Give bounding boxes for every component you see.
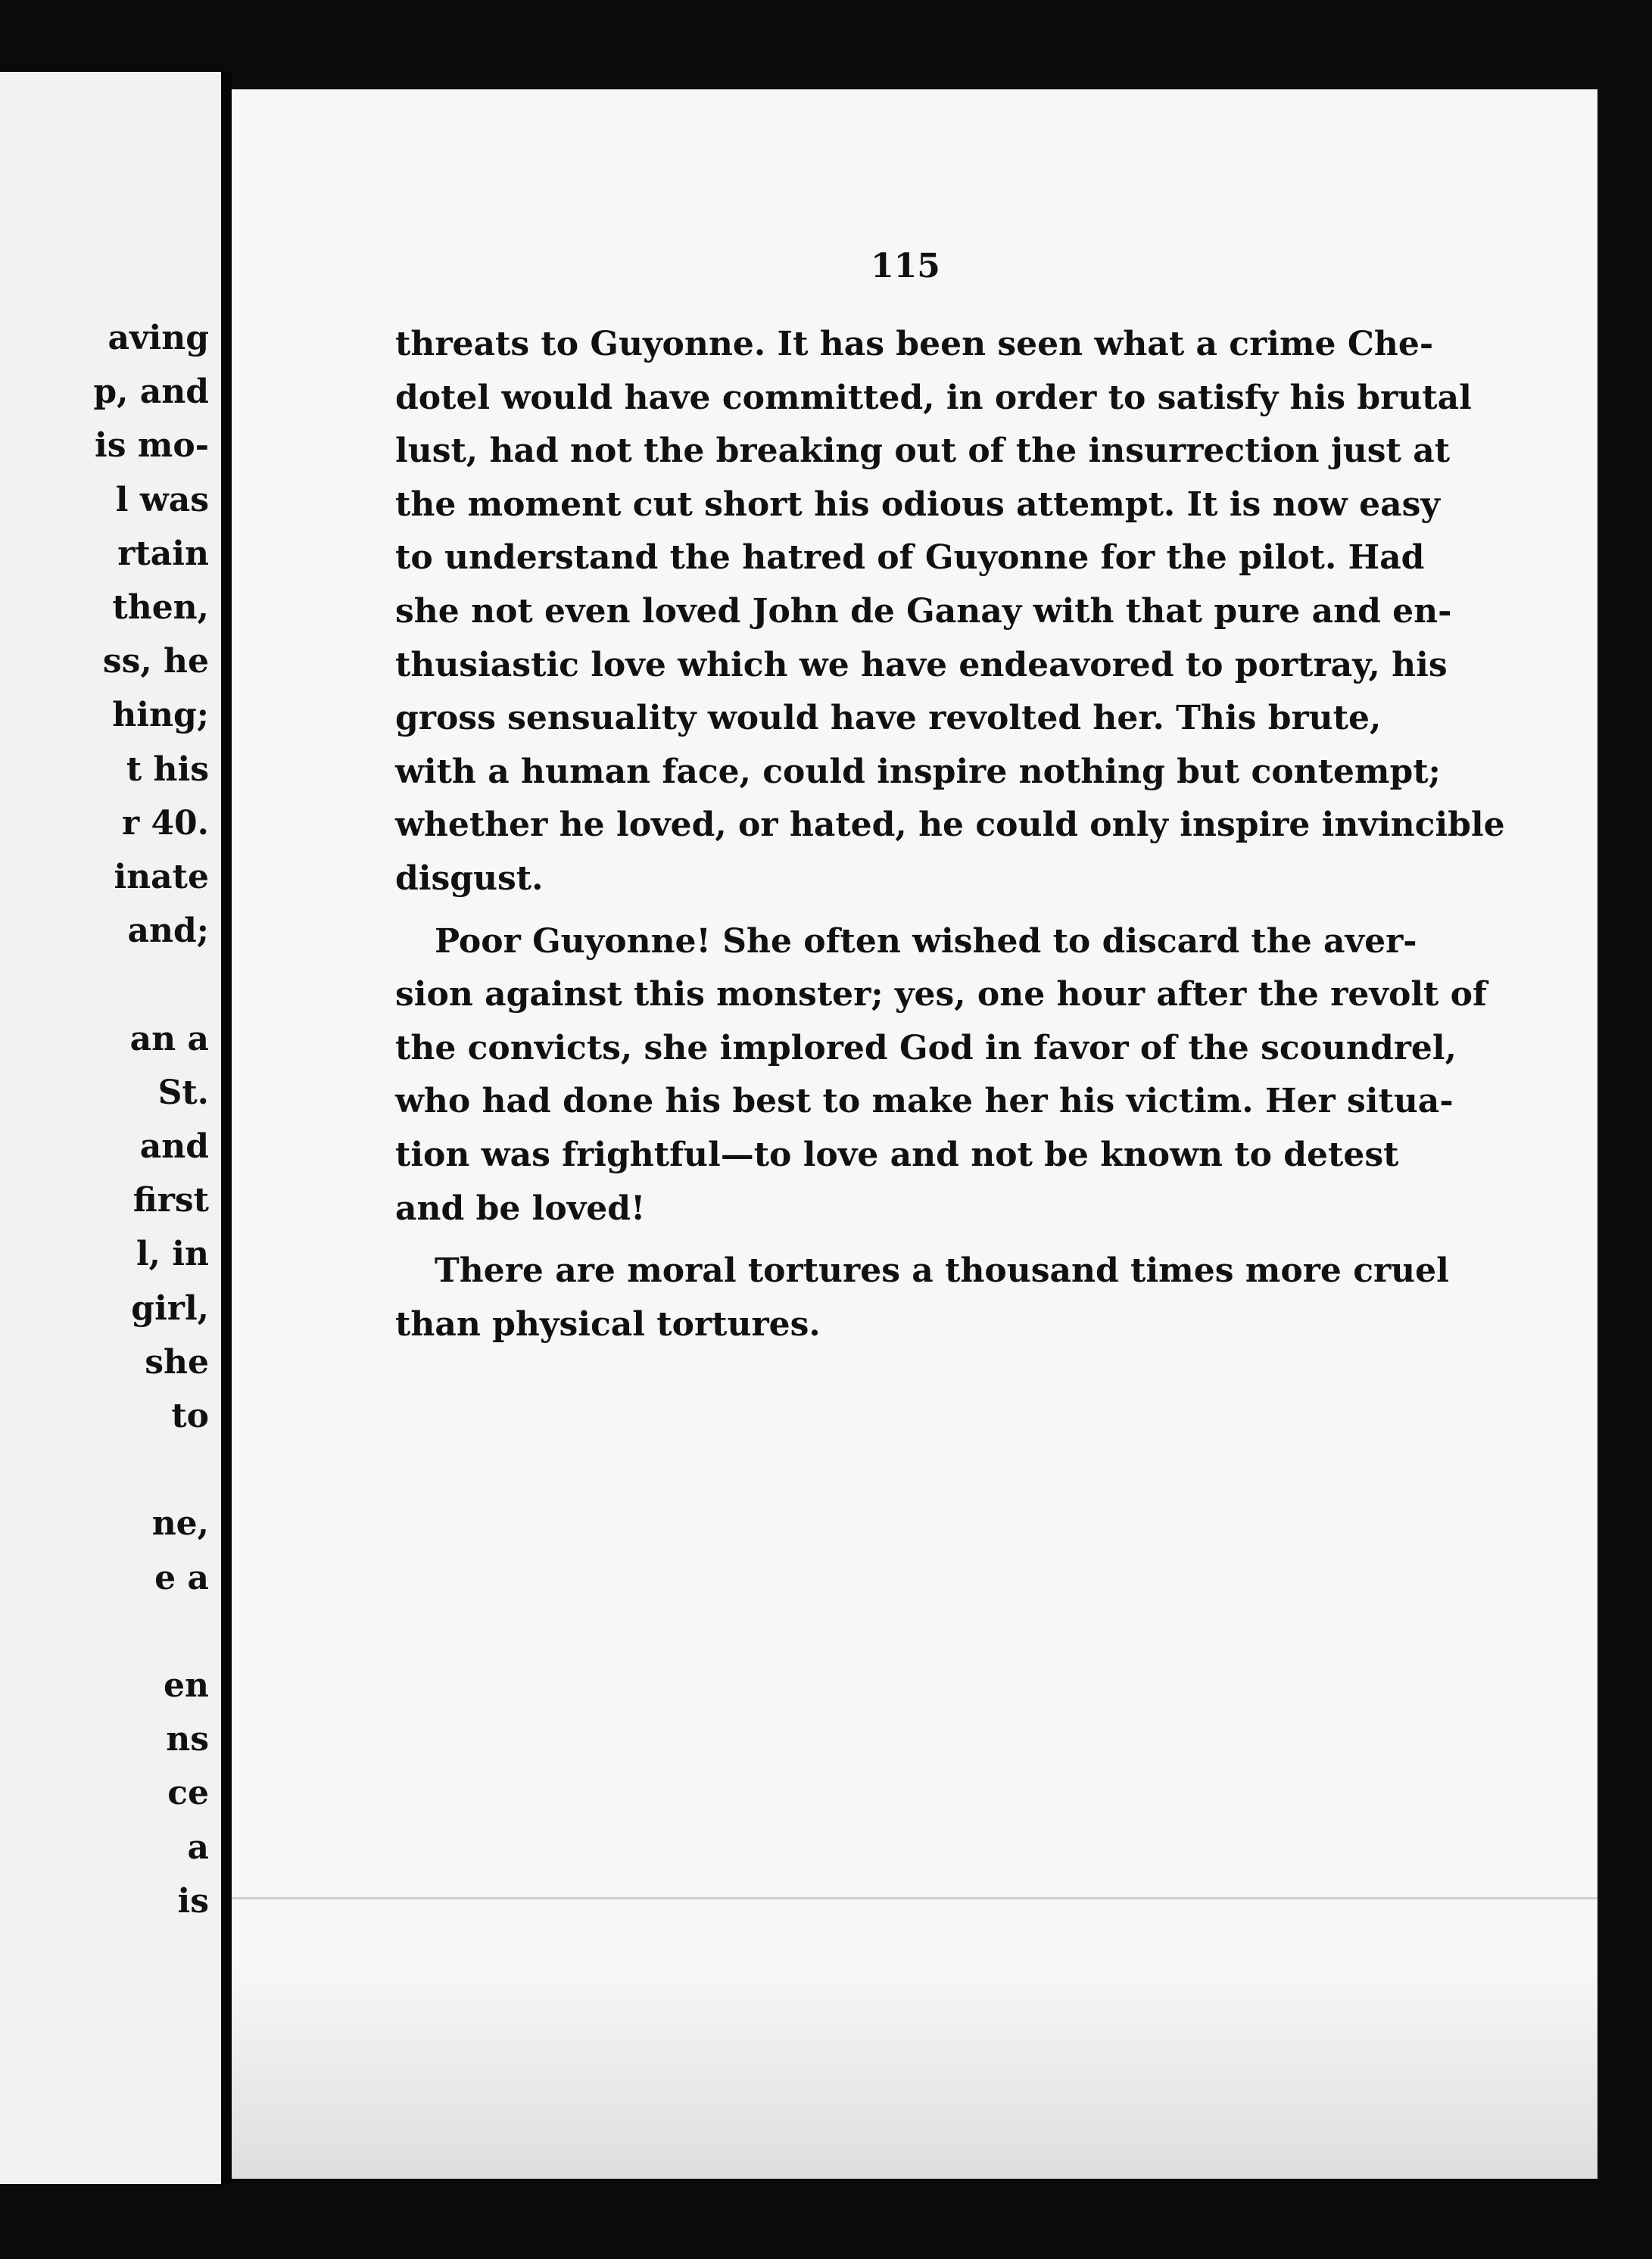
text-line: lust, had not the breaking out of the insurrection just at: [395, 432, 1451, 471]
left-page-line: an a: [129, 1019, 209, 1058]
text-line: who had done his best to make her his victim. Her situa-: [395, 1082, 1454, 1121]
page-shadow: [232, 1967, 1597, 2179]
left-page-line: aving: [108, 319, 209, 357]
left-page-line: ne,: [151, 1504, 209, 1544]
left-page-line: ns: [166, 1720, 209, 1759]
left-page-line: inate: [114, 858, 209, 896]
left-page-line: l, in: [136, 1235, 209, 1274]
left-page-line: p, and: [93, 372, 209, 412]
text-line: There are moral tortures a thousand times more cruel: [435, 1251, 1449, 1291]
page-fold-line: [232, 1897, 1597, 1899]
text-line: whether he loved, or hated, he could only inspire invincible: [395, 805, 1505, 845]
left-page-line: a: [187, 1827, 209, 1867]
left-page-line: she: [145, 1342, 209, 1382]
text-line: thusiastic love which we have endeavored to portray, his: [395, 645, 1448, 684]
left-page-line: hing;: [112, 696, 209, 735]
left-page-line: l was: [115, 480, 209, 519]
left-page-line: and;: [127, 911, 209, 951]
left-page-line: ss, he: [102, 642, 209, 681]
text-line: sion against this monster; yes, one hour after the revolt of: [395, 975, 1487, 1014]
page-number: 115: [871, 247, 940, 285]
text-line: Poor Guyonne! She often wished to discard the aver-: [435, 921, 1417, 961]
left-page-line: en: [164, 1666, 209, 1705]
left-page-line: t his: [126, 749, 209, 789]
left-page-line: to: [171, 1397, 209, 1435]
text-line: gross sensuality would have revolted her. This brute,: [395, 699, 1382, 738]
body-text: [395, 318, 1505, 1351]
text-line: dotel would have committed, in order to satisfy his brutal: [395, 378, 1472, 417]
paragraph-3: [395, 1245, 1449, 1351]
text-line: tion was frightful—to love and not be known to detest: [395, 1135, 1399, 1174]
text-line: disgust.: [395, 858, 544, 898]
text-line: and be loved!: [395, 1189, 646, 1228]
left-page-line: St.: [157, 1073, 209, 1112]
text-line: than physical tortures.: [395, 1304, 821, 1344]
left-page-line: is mo-: [95, 426, 209, 466]
left-page-line: then,: [112, 588, 209, 627]
left-page-line: is: [177, 1881, 209, 1921]
text-line: threats to Guyonne. It has been seen what a crime Che-: [395, 325, 1434, 363]
left-page-line: and: [139, 1127, 209, 1166]
right-page: [232, 89, 1597, 2179]
left-page-line: ce: [167, 1774, 209, 1813]
left-page-line: first: [132, 1181, 209, 1220]
left-page-line: r 40.: [121, 803, 209, 843]
paragraph-1: [395, 318, 1505, 906]
text-line: with a human face, could inspire nothing but contempt;: [395, 752, 1441, 791]
paragraph-2: [395, 915, 1487, 1236]
text-line: she not even loved John de Ganay with that pure and en-: [395, 591, 1452, 631]
left-page-line: girl,: [131, 1288, 209, 1328]
left-page-line: e a: [154, 1558, 209, 1597]
text-line: the convicts, she implored God in favor of the scoundrel,: [395, 1028, 1457, 1067]
text-line: to understand the hatred of Guyonne for the pilot. Had: [395, 538, 1425, 578]
left-page-line: rtain: [117, 534, 209, 573]
book-gutter: [221, 72, 232, 2184]
left-page-fragment: [0, 72, 221, 2184]
text-line: the moment cut short his odious attempt. It is now easy: [395, 485, 1440, 524]
